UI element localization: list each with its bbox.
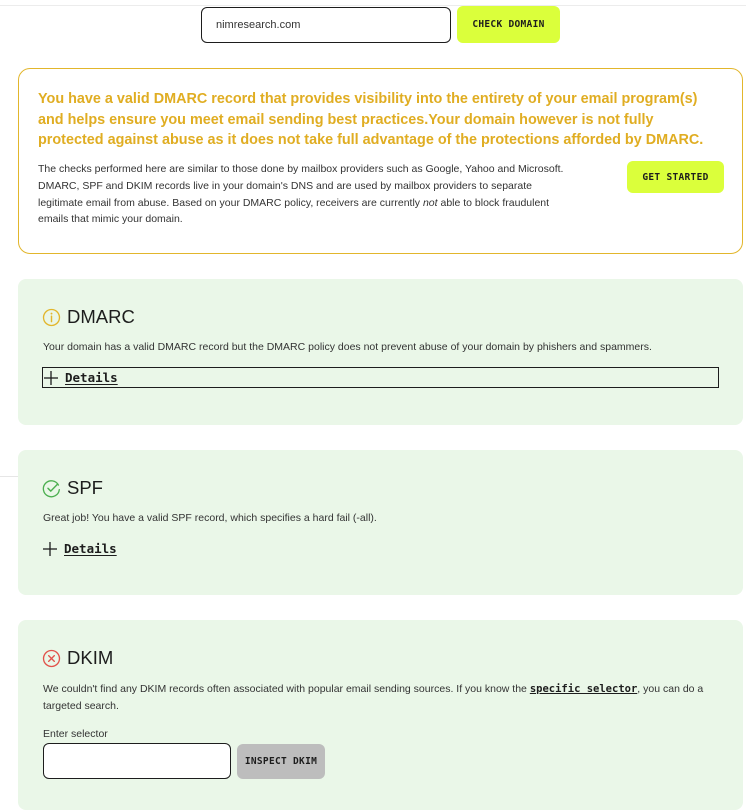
dkim-description [43,681,713,715]
summary-card [18,68,743,254]
dmarc-card [18,279,743,425]
domain-input[interactable] [201,7,451,43]
dkim-description-end: , you can do a targeted search. [43,683,704,712]
dmarc-details-label: Details [65,370,118,385]
top-divider [0,5,746,6]
summary-body-emphasis: not [422,196,438,209]
plus-icon [43,370,59,386]
dmarc-title: DMARC [67,306,135,327]
x-circle-icon [42,649,61,668]
selector-label: Enter selector [43,728,108,740]
summary-body-end: able to block fraudulent emails that mimic your domain. [38,196,550,226]
inspect-dkim-button[interactable]: INSPECT DKIM [237,744,325,779]
info-circle-icon [42,308,61,327]
dmarc-header [42,305,135,329]
plus-icon [42,541,58,557]
dmarc-details-toggle[interactable] [42,367,719,388]
spf-details-label: Details [64,541,117,556]
selector-input[interactable] [43,743,231,779]
spf-title: SPF [67,477,103,498]
spf-card [18,450,743,595]
check-circle-icon [42,479,61,498]
dkim-title: DKIM [67,647,114,668]
spf-header [42,476,103,500]
check-domain-button[interactable]: CHECK DOMAIN [457,6,560,43]
dkim-description-start: We couldn't find any DKIM records often associated with popular email sending sources. If you know the [43,683,530,695]
spf-description: Great job! You have a valid SPF record, which specifies a hard fail (-all). [43,512,377,524]
dkim-header [42,646,113,670]
side-divider [0,476,18,477]
specific-selector-link[interactable]: specific selector [529,683,638,695]
summary-headline: You have a valid DMARC record that provides visibility into the entirety of your email program(s) and helps ensure you meet email sending best practices.Your domain however is not fully protected against abuse as it does not take full advantage of the protections afforded by DMARC. [38,91,704,148]
get-started-button[interactable]: GET STARTED [627,161,724,193]
summary-body [38,161,573,228]
summary-body-start: The checks performed here are similar to those done by mailbox providers such as Google, Yahoo and Microsoft. DMARC, SPF and DKIM records live in your domain's DNS and are used by mailbox providers to separate legitimate email from abuse. Based on your DMARC policy, receivers are currently [38,163,564,209]
dmarc-description: Your domain has a valid DMARC record but the DMARC policy does not prevent abuse of your domain by phishers and spammers. [43,341,652,353]
dkim-card [18,620,743,810]
spf-details-toggle[interactable] [42,538,117,559]
